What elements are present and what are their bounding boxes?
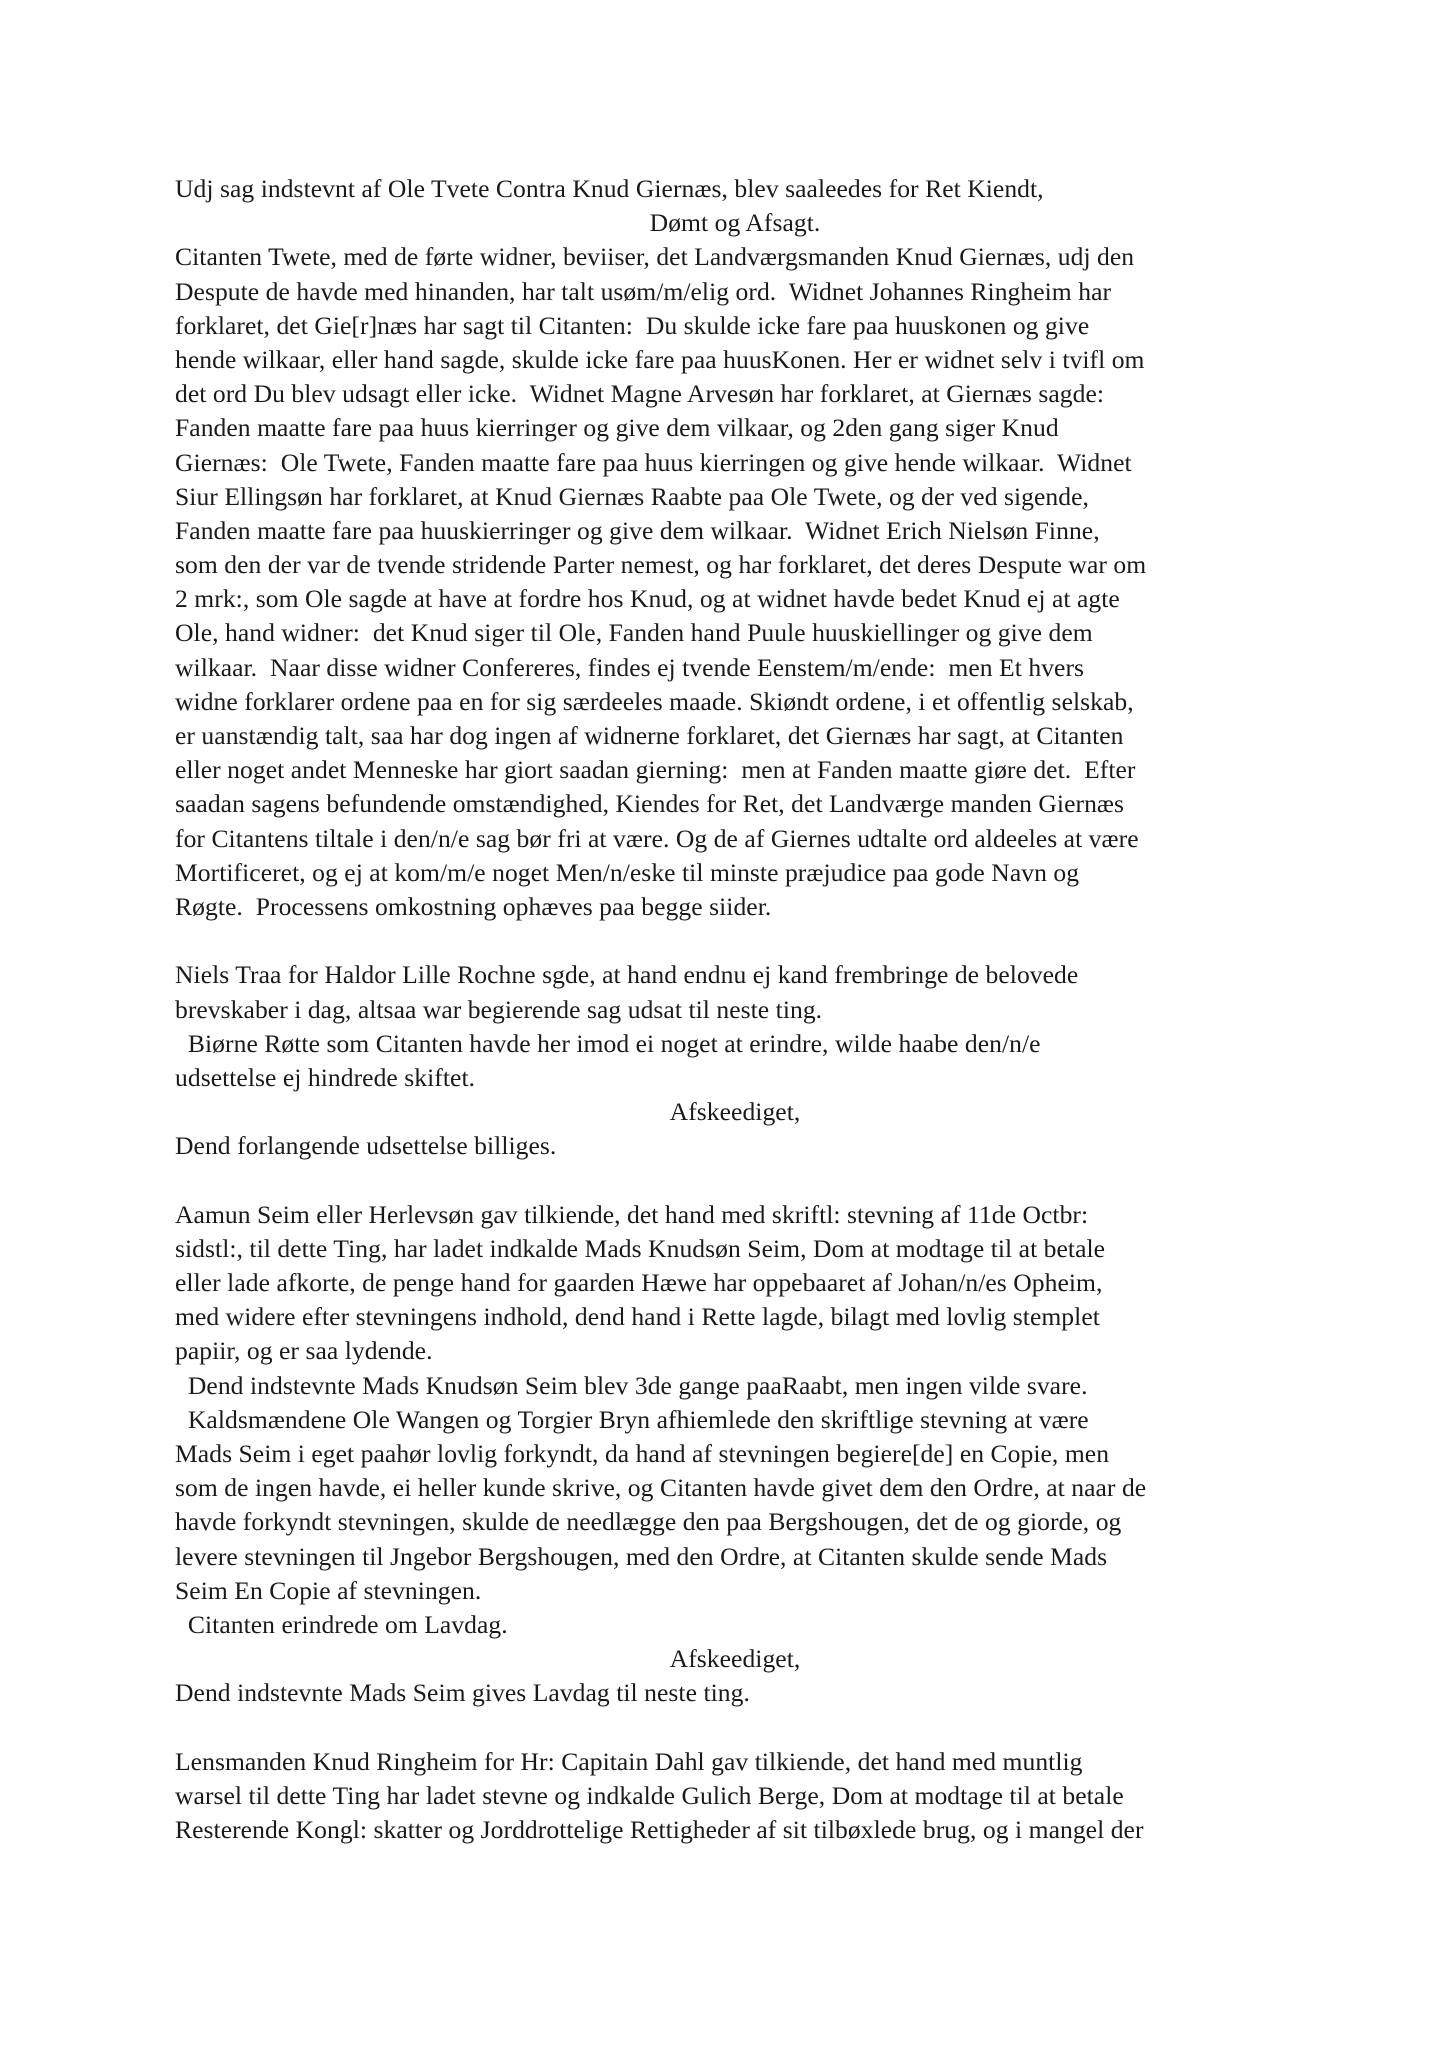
section-case-ringheim [175,1745,1295,1848]
text-line: Resterende Kongl: skatter og Jorddrottelige Rettigheder af sit tilbøxlede brug, og i mangel der [175,1815,1144,1844]
text-line: Dend indstevnte Mads Knudsøn Seim blev 3de gange paaRaabt, men ingen vilde svare. [175,1370,1088,1400]
text-line: Giernæs: Ole Twete, Fanden maatte fare paa huus kierringen og give hende wilkaar. Widnet [175,447,1132,477]
text-line: Despute de havde med hinanden, har talt usøm/m/elig ord. Widnet Johannes Ringheim har [175,276,1112,306]
paragraph-gap [175,1710,1295,1744]
ruling-heading: Afskeediget, [669,1644,801,1674]
text-line: widne forklarer ordene paa en for sig særdeeles maade. Skiøndt ordene, i et offentlig selskab, [175,686,1134,716]
text-line: havde forkyndt stevningen, skulde de needlægge den paa Bergshougen, det de og giorde, og [175,1507,1122,1537]
text-line: Citanten erindrede om Lavdag. [175,1609,508,1639]
text-line: Udj sag indstevnt af Ole Tvete Contra Knud Giernæs, blev saaleedes for Ret Kiendt, [175,174,1044,203]
text-line: saadan sagens befundende omstændighed, Kiendes for Ret, det Landværge manden Giernæs [175,789,1125,819]
text-line: Ole, hand widner: det Knud siger til Ole, Fanden hand Puule huuskiellinger og give dem [175,618,1093,648]
text-line: Fanden maatte fare paa huuskierringer og give dem wilkaar. Widnet Erich Nielsøn Finne, [175,515,1100,545]
text-line: Røgte. Processens omkostning ophæves paa begge siider. [175,891,772,921]
text-line: Kaldsmændene Ole Wangen og Torgier Bryn afhiemlede den skriftlige stevning at være [175,1404,1089,1434]
text-line: brevskaber i dag, altsaa war begierende sag udsat til neste ting. [175,994,823,1024]
paragraph-gap [175,924,1295,958]
text-line: Biørne Røtte som Citanten havde her imod ei noget at erindre, wilde haabe den/n/e [175,1028,1041,1058]
text-line: Mads Seim i eget paahør lovlig forkyndt, da hand af stevningen begiere[de] en Copie, men [175,1438,1110,1468]
text-line: sidstl:, til dette Ting, har ladet indkalde Mads Knudsøn Seim, Dom at modtage til at betale [175,1233,1106,1263]
text-line: eller lade afkorte, de penge hand for gaarden Hæwe har oppebaaret af Johan/n/es Opheim, [175,1268,1103,1297]
text-line: Dend indstevnte Mads Seim gives Lavdag til neste ting. [175,1678,750,1708]
text-line: Niels Traa for Haldor Lille Rochne sgde, at hand endnu ej kand frembringe de belovede [175,960,1079,990]
text-line: Siur Ellingsøn har forklaret, at Knud Giernæs Raabte paa Ole Twete, og der ved sigende, [175,481,1089,511]
text-line: papiir, og er saa lydende. [175,1336,433,1366]
text-line: Lensmanden Knud Ringheim for Hr: Capitain Dahl gav tilkiende, det hand med muntlig [175,1746,1083,1776]
document-page [175,172,1295,1847]
text-line: forklaret, det Gie[r]næs har sagt til Citanten: Du skulde icke fare paa huuskonen og give [175,310,1090,340]
paragraph-gap [175,1163,1295,1197]
text-line: for Citantens tiltale i den/n/e sag bør fri at være. Og de af Giernes udtalte ord aldeeles at være [175,823,1139,853]
text-line: med widere efter stevningens indhold, dend hand i Rette lagde, bilagt med lovlig stemplet [175,1302,1100,1332]
text-line: Dend forlangende udsettelse billiges. [175,1131,557,1161]
section-case-traa [175,958,1295,1163]
text-line: wilkaar. Naar disse widner Confereres, findes ej tvende Eenstem/m/ende: men Et hvers [175,652,1085,682]
text-line: Citanten Twete, med de førte widner, beviiser, det Landværgsmanden Knud Giernæs, udj den [175,242,1135,272]
text-line: levere stevningen til Jngebor Bergshougen, med den Ordre, at Citanten skulde sende Mads [175,1541,1108,1571]
text-line: udsettelse ej hindrede skiftet. [175,1062,476,1092]
text-line: er uanstændig talt, saa har dog ingen af widnerne forklaret, det Giernæs har sagt, at Citanten [175,721,1124,750]
text-line: Fanden maatte fare paa huus kierringer og give dem vilkaar, og 2den gang siger Knud [175,413,1059,443]
ruling-heading: Afskeediget, [669,1097,801,1127]
text-line: warsel til dette Ting har ladet stevne og indkalde Gulich Berge, Dom at modtage til at betale [175,1780,1124,1810]
text-line: Mortificeret, og ej at kom/m/e noget Men/n/eske til minste præjudice paa gode Navn og [175,857,1080,887]
text-line: eller noget andet Menneske har giort saadan gierning: men at Fanden maatte giøre det. Efter [175,755,1136,785]
verdict-heading: Dømt og Afsagt. [649,208,821,238]
text-line: som de ingen havde, ei heller kunde skrive, og Citanten havde givet dem den Ordre, at naar de [175,1473,1147,1503]
text-line: det ord Du blev udsagt eller icke. Widnet Magne Arvesøn har forklaret, at Giernæs sagde: [175,379,1105,409]
text-line: Aamun Seim eller Herlevsøn gav tilkiende, det hand med skriftl: stevning af 11de Octbr: [175,1199,1089,1229]
section-case-tvete [175,172,1295,924]
text-line: 2 mrk:, som Ole sagde at have at fordre hos Knud, og at widnet havde bedet Knud ej at agte [175,584,1120,614]
section-case-seim [175,1198,1295,1711]
text-line: hende wilkaar, eller hand sagde, skulde icke fare paa huusKonen. Her er widnet selv i tvifl om [175,344,1145,374]
text-line: Seim En Copie af stevningen. [175,1575,482,1605]
text-line: som den der var de tvende stridende Parter nemest, og har forklaret, det deres Despute war om [175,550,1147,580]
